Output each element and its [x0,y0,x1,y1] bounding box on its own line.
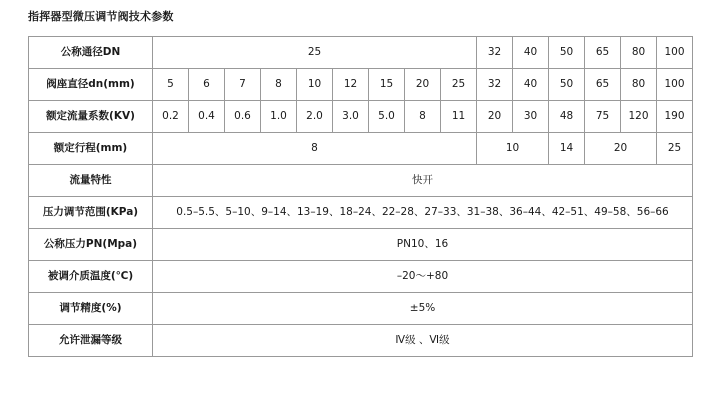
table-cell: 32 [477,69,513,101]
row-label: 额定流量系数(KV) [29,101,153,133]
table-cell: 5.0 [369,101,405,133]
table-cell: 40 [513,37,549,69]
table-cell: 190 [657,101,693,133]
table-row [29,197,693,229]
table-cell: 15 [369,69,405,101]
table-row [29,261,693,293]
table-cell: 快开 [153,165,693,197]
table-cell: –20～+80 [153,261,693,293]
table-row [29,325,693,357]
table-row [29,165,693,197]
table-cell: 2.0 [297,101,333,133]
table-cell: 100 [657,37,693,69]
table-cell: PN10、16 [153,229,693,261]
table-cell: Ⅳ级 、Ⅵ级 [153,325,693,357]
table-cell: 48 [549,101,585,133]
table-cell: 65 [585,69,621,101]
table-cell: 120 [621,101,657,133]
table-cell: 80 [621,69,657,101]
table-cell: 5 [153,69,189,101]
table-row [29,69,693,101]
row-label: 被调介质温度(℃) [29,261,153,293]
row-label: 流量特性 [29,165,153,197]
table-row [29,293,693,325]
table-cell: 50 [549,69,585,101]
row-label: 阀座直径dn(mm) [29,69,153,101]
table-cell: 20 [585,133,657,165]
table-body [29,37,693,357]
table-cell: 8 [261,69,297,101]
row-label: 压力调节范围(KPa) [29,197,153,229]
table-cell: 3.0 [333,101,369,133]
row-label: 调节精度(%) [29,293,153,325]
table-cell: 25 [657,133,693,165]
page-title: 指挥器型微压调节阀技术参数 [28,10,174,23]
table-cell: 0.6 [225,101,261,133]
table-row [29,101,693,133]
table-cell: 14 [549,133,585,165]
row-label: 公称通径DN [29,37,153,69]
table-cell: 40 [513,69,549,101]
table-cell: 6 [189,69,225,101]
row-label: 额定行程(mm) [29,133,153,165]
table-cell: 25 [441,69,477,101]
table-cell: 32 [477,37,513,69]
technical-parameters-table [28,36,693,357]
row-label: 公称压力PN(Mpa) [29,229,153,261]
table-cell: 0.4 [189,101,225,133]
table-cell: 8 [153,133,477,165]
table-cell: 10 [477,133,549,165]
table-row [29,133,693,165]
table-cell: 1.0 [261,101,297,133]
table-cell: 8 [405,101,441,133]
table-cell: 25 [153,37,477,69]
table-cell: 20 [477,101,513,133]
table-cell: 0.2 [153,101,189,133]
table-cell: 7 [225,69,261,101]
table-cell: ±5% [153,293,693,325]
row-label: 允许泄漏等级 [29,325,153,357]
table-cell: 11 [441,101,477,133]
table-cell: 12 [333,69,369,101]
table-row [29,37,693,69]
table-cell: 30 [513,101,549,133]
table-row [29,229,693,261]
table-cell: 10 [297,69,333,101]
table-cell: 65 [585,37,621,69]
table-cell: 0.5–5.5、5–10、9–14、13–19、18–24、22–28、27–33、31–38、36–44、42–51、49–58、56–66 [153,197,693,229]
spec-table-container [28,36,692,357]
table-cell: 100 [657,69,693,101]
table-cell: 80 [621,37,657,69]
table-cell: 20 [405,69,441,101]
table-cell: 50 [549,37,585,69]
table-cell: 75 [585,101,621,133]
